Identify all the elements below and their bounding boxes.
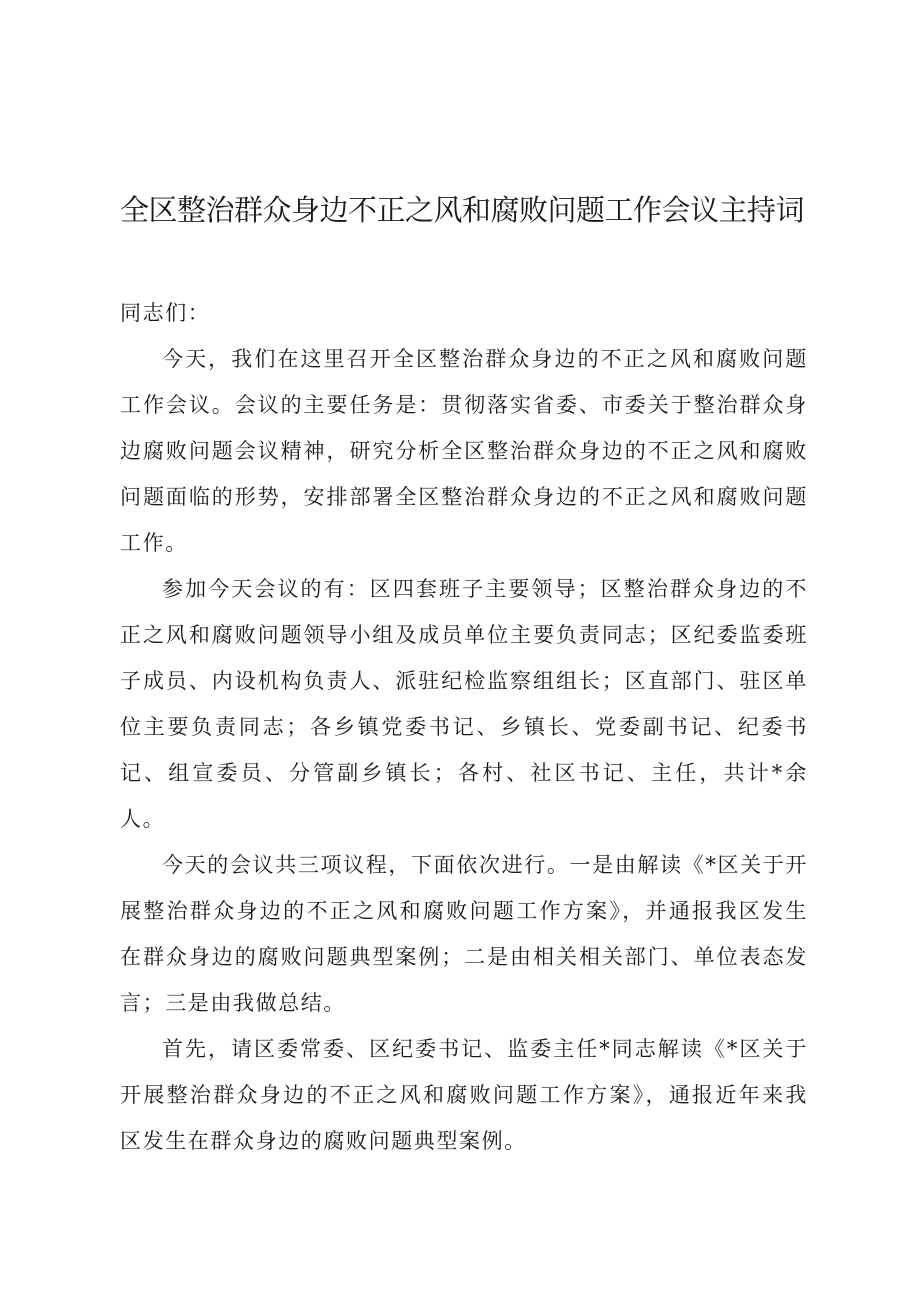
paragraph-opening: 今天，我们在这里召开全区整治群众身边的不正之风和腐败问题工作会议。会议的主要任务是：贯彻落实省委、市委关于整治群众身边腐败问题会议精神，研究分析全区整治群众身边的不正之风和腐败问题面临的形势，安排部署全区整治群众身边的不正之风和腐败问题工作。	[120, 347, 808, 555]
paragraph-agenda: 今天的会议共三项议程，下面依次进行。一是由解读《*区关于开展整治群众身边的不正之风和腐败问题工作方案》，并通报我区发生在群众身边的腐败问题典型案例；二是由相关相关部门、单位表态发言；三是由我做总结。	[120, 853, 808, 1015]
document-title: 全区整治群众身边不正之风和腐败问题工作会议主持词	[120, 193, 805, 227]
salutation: 同志们：	[120, 301, 211, 325]
paragraph-attendees: 参加今天会议的有：区四套班子主要领导；区整治群众身边的不正之风和腐败问题领导小组及成员单位主要负责同志；区纪委监委班子成员、内设机构负责人、派驻纪检监察组组长；区直部门、驻区单位主要负责同志；各乡镇党委书记、乡镇长、党委副书记、纪委书记、组宣委员、分管副乡镇长；各村、社区书记、主任，共计*余人。	[120, 577, 808, 831]
document-body	[120, 290, 808, 1164]
paragraph-first-item: 首先，请区委常委、区纪委书记、监委主任*同志解读《*区关于开展整治群众身边的不正之风和腐败问题工作方案》，通报近年来我区发生在群众身边的腐败问题典型案例。	[120, 1037, 808, 1153]
